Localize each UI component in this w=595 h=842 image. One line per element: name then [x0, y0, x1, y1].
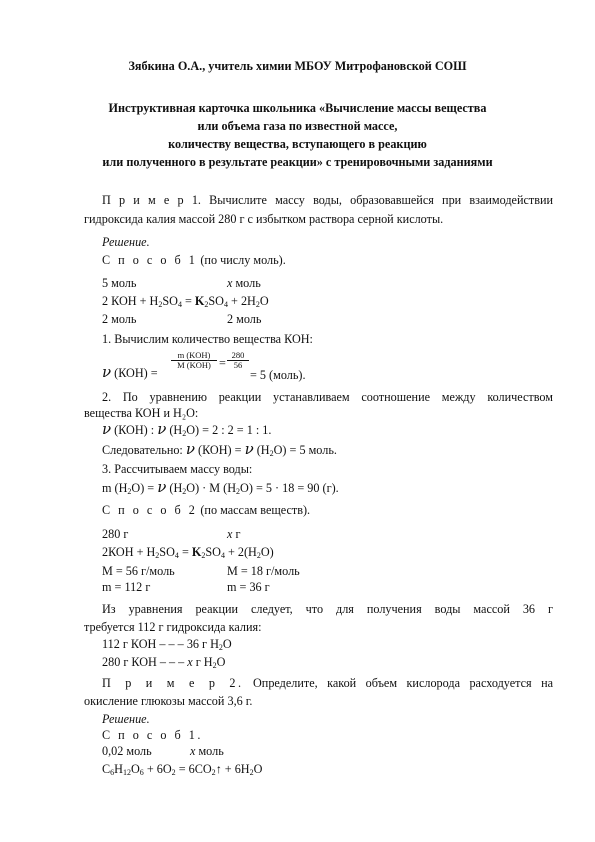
example2-method1: С п о с о б 1.	[102, 728, 203, 742]
title-line-3: количеству вещества, вступающего в реакцию	[168, 137, 427, 151]
mol-bottom-left: 2 моль	[102, 312, 137, 326]
mass-left: m = 112 г	[102, 580, 151, 594]
prop-left-2: 280 г КОН – – –	[102, 655, 185, 669]
fraction-mass-over-molar	[171, 351, 217, 370]
consequently-line: Следовательно: ν (КОН) = ν $(Н_2О) = 5$ моль.	[102, 440, 337, 458]
method1-line	[102, 253, 286, 268]
method2-label: С п о с о б 2	[102, 503, 198, 517]
proportion-line-1: 112 г КОН – – – 36 г $Н_2О$	[102, 637, 232, 652]
step2-line-2: вещества КОН и Н₂О:	[84, 406, 199, 420]
frac-num-left: m (KOH)	[177, 350, 211, 360]
mol-top-left: 5 моль	[102, 276, 137, 290]
example2-mol-left: 0,02 моль	[102, 744, 152, 758]
prop-tail-2: г Н	[195, 655, 213, 669]
ratio-line: ν (КОН) : ν $(Н_2О) = 2$ : 2 = 1 : 1.	[102, 420, 272, 438]
title-line-2: или объема газа по известной массе,	[197, 119, 398, 133]
document-title	[60, 99, 535, 171]
step1-text: 1. Вычислим количество вещества КОН:	[102, 332, 313, 346]
frac-equals-sign: =	[219, 356, 226, 370]
example2-label: П р и м е р 2.	[102, 676, 244, 690]
method1-note: (по числу моль).	[200, 253, 286, 267]
title-line-1: Инструктивная карточка школьника «Вычисление массы вещества	[108, 101, 487, 115]
mol-bottom-right: 2 моль	[227, 312, 262, 326]
frac-num-right: 280	[231, 350, 245, 360]
conclusion-line-1: Из уравнения реакции следует, что для получения воды массой 36 г	[102, 602, 553, 616]
example2-text-2: окисление глюкозы массой 3,6 г.	[84, 694, 253, 708]
frac-den-right: 56	[227, 360, 249, 370]
mass-calc-line: m $(Н_2О) = \nu$ $(Н_2О) \cdot М$ $(Н_2О) = 5 \cdot 18 = 90$ (г).	[102, 478, 339, 496]
frac-den-left: M (KOH)	[171, 360, 217, 370]
step2-line-1: 2. По уравнению реакции устанавливаем соотношение между количеством	[102, 390, 553, 404]
nu-h2o-value: = 5 моль.	[289, 443, 337, 457]
method2-note: (по массам веществ).	[200, 503, 311, 517]
equation-3: $С_6Н_{12}О_6 + 6О_2$ = $6СО_2↑ + 6Н_2О$	[102, 762, 263, 777]
mass-right: m = 36 г	[227, 580, 270, 594]
conclusion-line-2: требуется 112 г гидроксида калия:	[84, 620, 262, 634]
prop-x: x	[187, 655, 193, 669]
mass-calc-value: = 5 · 18 = 90 (г).	[255, 481, 339, 495]
example1-label: П р и м е р 1.	[102, 193, 201, 207]
example2-line1	[102, 676, 553, 691]
method1-label: С п о с о б 1	[102, 253, 198, 267]
example1-line1	[102, 193, 553, 208]
proportion-line-2: 280 г КОН – – – x г $Н_2О$	[102, 655, 226, 670]
example2-text-1: Определите, какой объем кислорода расходуется на	[253, 676, 553, 690]
solution-label-2: Решение.	[102, 712, 150, 726]
m2-top-right: x г	[227, 527, 241, 541]
fraction-values	[227, 351, 249, 370]
step3-text: 3. Рассчитываем массу воды:	[102, 462, 253, 476]
nu-koh-result: = 5 (моль).	[250, 368, 306, 382]
solution-label-1: Решение.	[102, 235, 150, 249]
m2-top-left: 280 г	[102, 527, 129, 541]
example2-mol-right: x моль	[190, 744, 224, 758]
ratio-value: 2 : 2 = 1 : 1.	[212, 423, 272, 437]
example1-text-1: Вычислите массу воды, образовавшейся при взаимодействии	[209, 193, 554, 207]
equation-2: $2КОН + Н_2SO_4 = K_2SO_4 + 2(Н_2О)$	[102, 545, 274, 560]
example1-text-2: гидроксида калия массой 280 г с избытком раствора серной кислоты.	[84, 212, 444, 226]
author-line: Зябкина О.А., учитель химии МБОУ Митрофановской СОШ	[128, 59, 467, 73]
mol-top-right: x моль	[227, 276, 261, 290]
equation-1: 2 КОН + $Н_2SO_4 = K_2SO_4 + 2Н_2О$	[102, 294, 269, 309]
title-line-4: или полученного в результате реакции» с тренировочными заданиями	[102, 155, 493, 169]
nu-koh-line: ν (КОН) =	[102, 363, 158, 381]
consequently-word: Следовательно:	[102, 443, 183, 457]
molar-right: M = 18 г/моль	[227, 564, 300, 578]
method2-line	[102, 503, 310, 518]
molar-left: M = 56 г/моль	[102, 564, 175, 578]
prop-left-1: 112 г КОН – – – 36 г Н	[102, 637, 219, 651]
